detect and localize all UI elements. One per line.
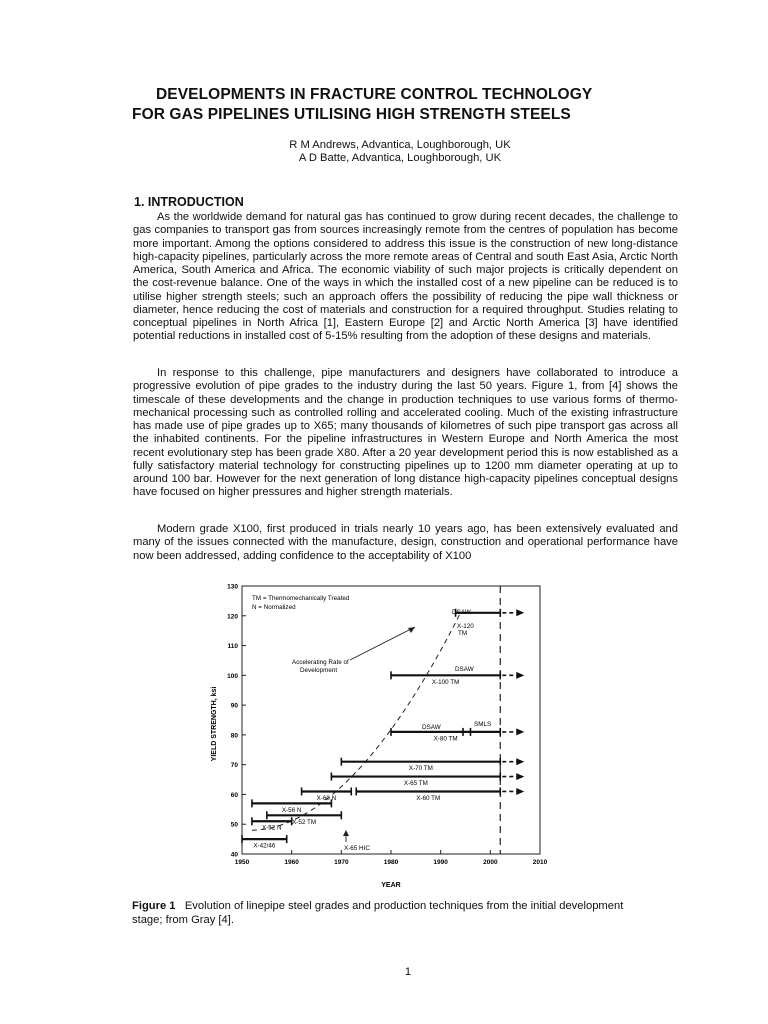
bar-label-x-52-n: X-52 N [261, 824, 282, 832]
figure-caption-text: Evolution of linepipe steel grades and production techniques from the initial development stage; from Gray [4]. [132, 900, 624, 926]
dsaw-label-x120: DSAW [452, 609, 471, 616]
x-tick-label-1960: 1960 [284, 859, 299, 866]
y-tick-label-40: 40 [230, 851, 238, 859]
x65-hic-label: X-65 HIC [344, 845, 370, 852]
figure-1 [200, 574, 560, 894]
figure-1-chart [200, 574, 560, 894]
page-number: 1 [404, 966, 412, 978]
x120-label-line2: TM [458, 630, 468, 637]
bar-label-x-60-tm: X-60 TM [416, 794, 441, 802]
legend-tm: TM = Thermomechanically Treated [252, 595, 350, 602]
author-1: R M Andrews, Advantica, Loughborough, UK [289, 139, 511, 151]
y-tick-label-120: 120 [227, 613, 238, 621]
figure-caption-label: Figure 1 [132, 900, 176, 912]
y-tick-label-90: 90 [230, 702, 238, 710]
dsaw-label-x80: DSAW [422, 724, 441, 731]
bar-label-x-52-tm: X-52 TM [292, 818, 317, 826]
author-2: A D Batte, Advantica, Loughborough, UK [298, 152, 502, 164]
annotation-rate-line1: Accelerating Rate of [292, 659, 349, 666]
paragraph-1-text: As the worldwide demand for natural gas has continued to grow during recent decades, the challenge to gas companies to transport gas from sources increasingly remote from the centres of population has become more important. Among the options considered to address this issue is the construction of new long-distance high-capacity pipelines, particularly across the more remote areas of Central and south East Asia, Arctic North America, South America and Africa. The economic viability of such major projects is critically dependent on the cost-revenue balance. One of the ways in which the installed cost of a new pipeline can be reduced is to utilise higher strength steels; such an approach offers the possibility of reducing the pipe wall thickness or diameter, hence reducing the cost of materials and construction for a required throughput. Studies relating to conceptual pipelines in North Africa [1], Eastern Europe [2] and Arctic North America [3] have identified potential reductions in installed cost of 5-15% resulting from the adoption of these designs and materials. [133, 211, 678, 343]
y-tick-label-70: 70 [230, 762, 238, 770]
y-tick-label-80: 80 [230, 732, 238, 740]
x-tick-label-1970: 1970 [334, 859, 349, 866]
y-tick-label-100: 100 [227, 672, 238, 680]
x120-label-line1: X-120 [457, 623, 474, 630]
paper-title-line2: FOR GAS PIPELINES UTILISING HIGH STRENGTH STEELS [132, 106, 571, 123]
paragraph-3 [133, 523, 678, 563]
bar-label-x-60-n: X-60 N [316, 794, 337, 802]
smls-label: SMLS [474, 721, 492, 728]
x-tick-label-1990: 1990 [433, 859, 448, 866]
paragraph-3-text: Modern grade X100, first produced in trials nearly 10 years ago, has been extensively evaluated and many of the issues connected with the manufacture, design, construction and operational performance have now been addressed, adding confidence to the acceptability of X100 [133, 523, 678, 562]
paper-title-line1: DEVELOPMENTS IN FRACTURE CONTROL TECHNOLOGY [156, 86, 593, 103]
legend-n: N = Normalized [252, 604, 296, 611]
bar-label-x-56-n: X-56 N [281, 806, 302, 814]
section-heading: 1. INTRODUCTION [134, 195, 244, 209]
bar-label-x-42-46: X-42/46 [253, 842, 276, 850]
paragraph-2 [133, 367, 678, 500]
bar-label-x-70-tm: X-70 TM [408, 765, 433, 773]
y-axis-label: YIELD STRENGTH, ksi [211, 686, 218, 762]
y-tick-label-110: 110 [227, 643, 238, 651]
dsaw-label-x100: DSAW [455, 666, 474, 673]
paragraph-2-text: In response to this challenge, pipe manufacturers and designers have collaborated to introduce a progressive evolution of pipe grades to the industry during the last 50 years. Figure 1, from [4] shows the timescale of these developments and the change in production techniques to use various forms of thermo-mechanical processing such as controlled rolling and accelerated cooling. Much of the existing infrastructure has made use of pipe grades up to X65; many thousands of kilometres of such pipe transport gas across all the inhabited continents. For the pipeline infrastructures in Western Europe and North America the most recent evolutionary step has been grade X80. After a 20 year development period this is now established as a fully satisfactory material technology for constructing pipelines up to 1200 mm diameter operating at up to around 100 bar. However for the next generation of long distance high-capacity pipelines conceptual designs have focused on higher pressures and higher strength materials. [133, 367, 678, 499]
annotation-rate-line2: Development [300, 667, 338, 674]
paragraph-1 [133, 211, 678, 344]
figure-caption [132, 900, 632, 927]
x-tick-label-1950: 1950 [234, 859, 250, 866]
x-tick-label-2000: 2000 [483, 859, 498, 866]
bar-label-x-100-tm: X-100 TM [431, 678, 460, 686]
y-tick-label-60: 60 [230, 791, 238, 799]
x-axis-label: YEAR [381, 882, 401, 889]
x-tick-label-1980: 1980 [383, 859, 399, 866]
bar-label-x-80-tm: X-80 TM [433, 735, 458, 743]
bar-label-x-65-tm: X-65 TM [403, 780, 428, 788]
x-tick-label-2010: 2010 [532, 859, 548, 866]
y-tick-label-50: 50 [230, 821, 238, 829]
y-tick-label-130: 130 [227, 583, 238, 591]
